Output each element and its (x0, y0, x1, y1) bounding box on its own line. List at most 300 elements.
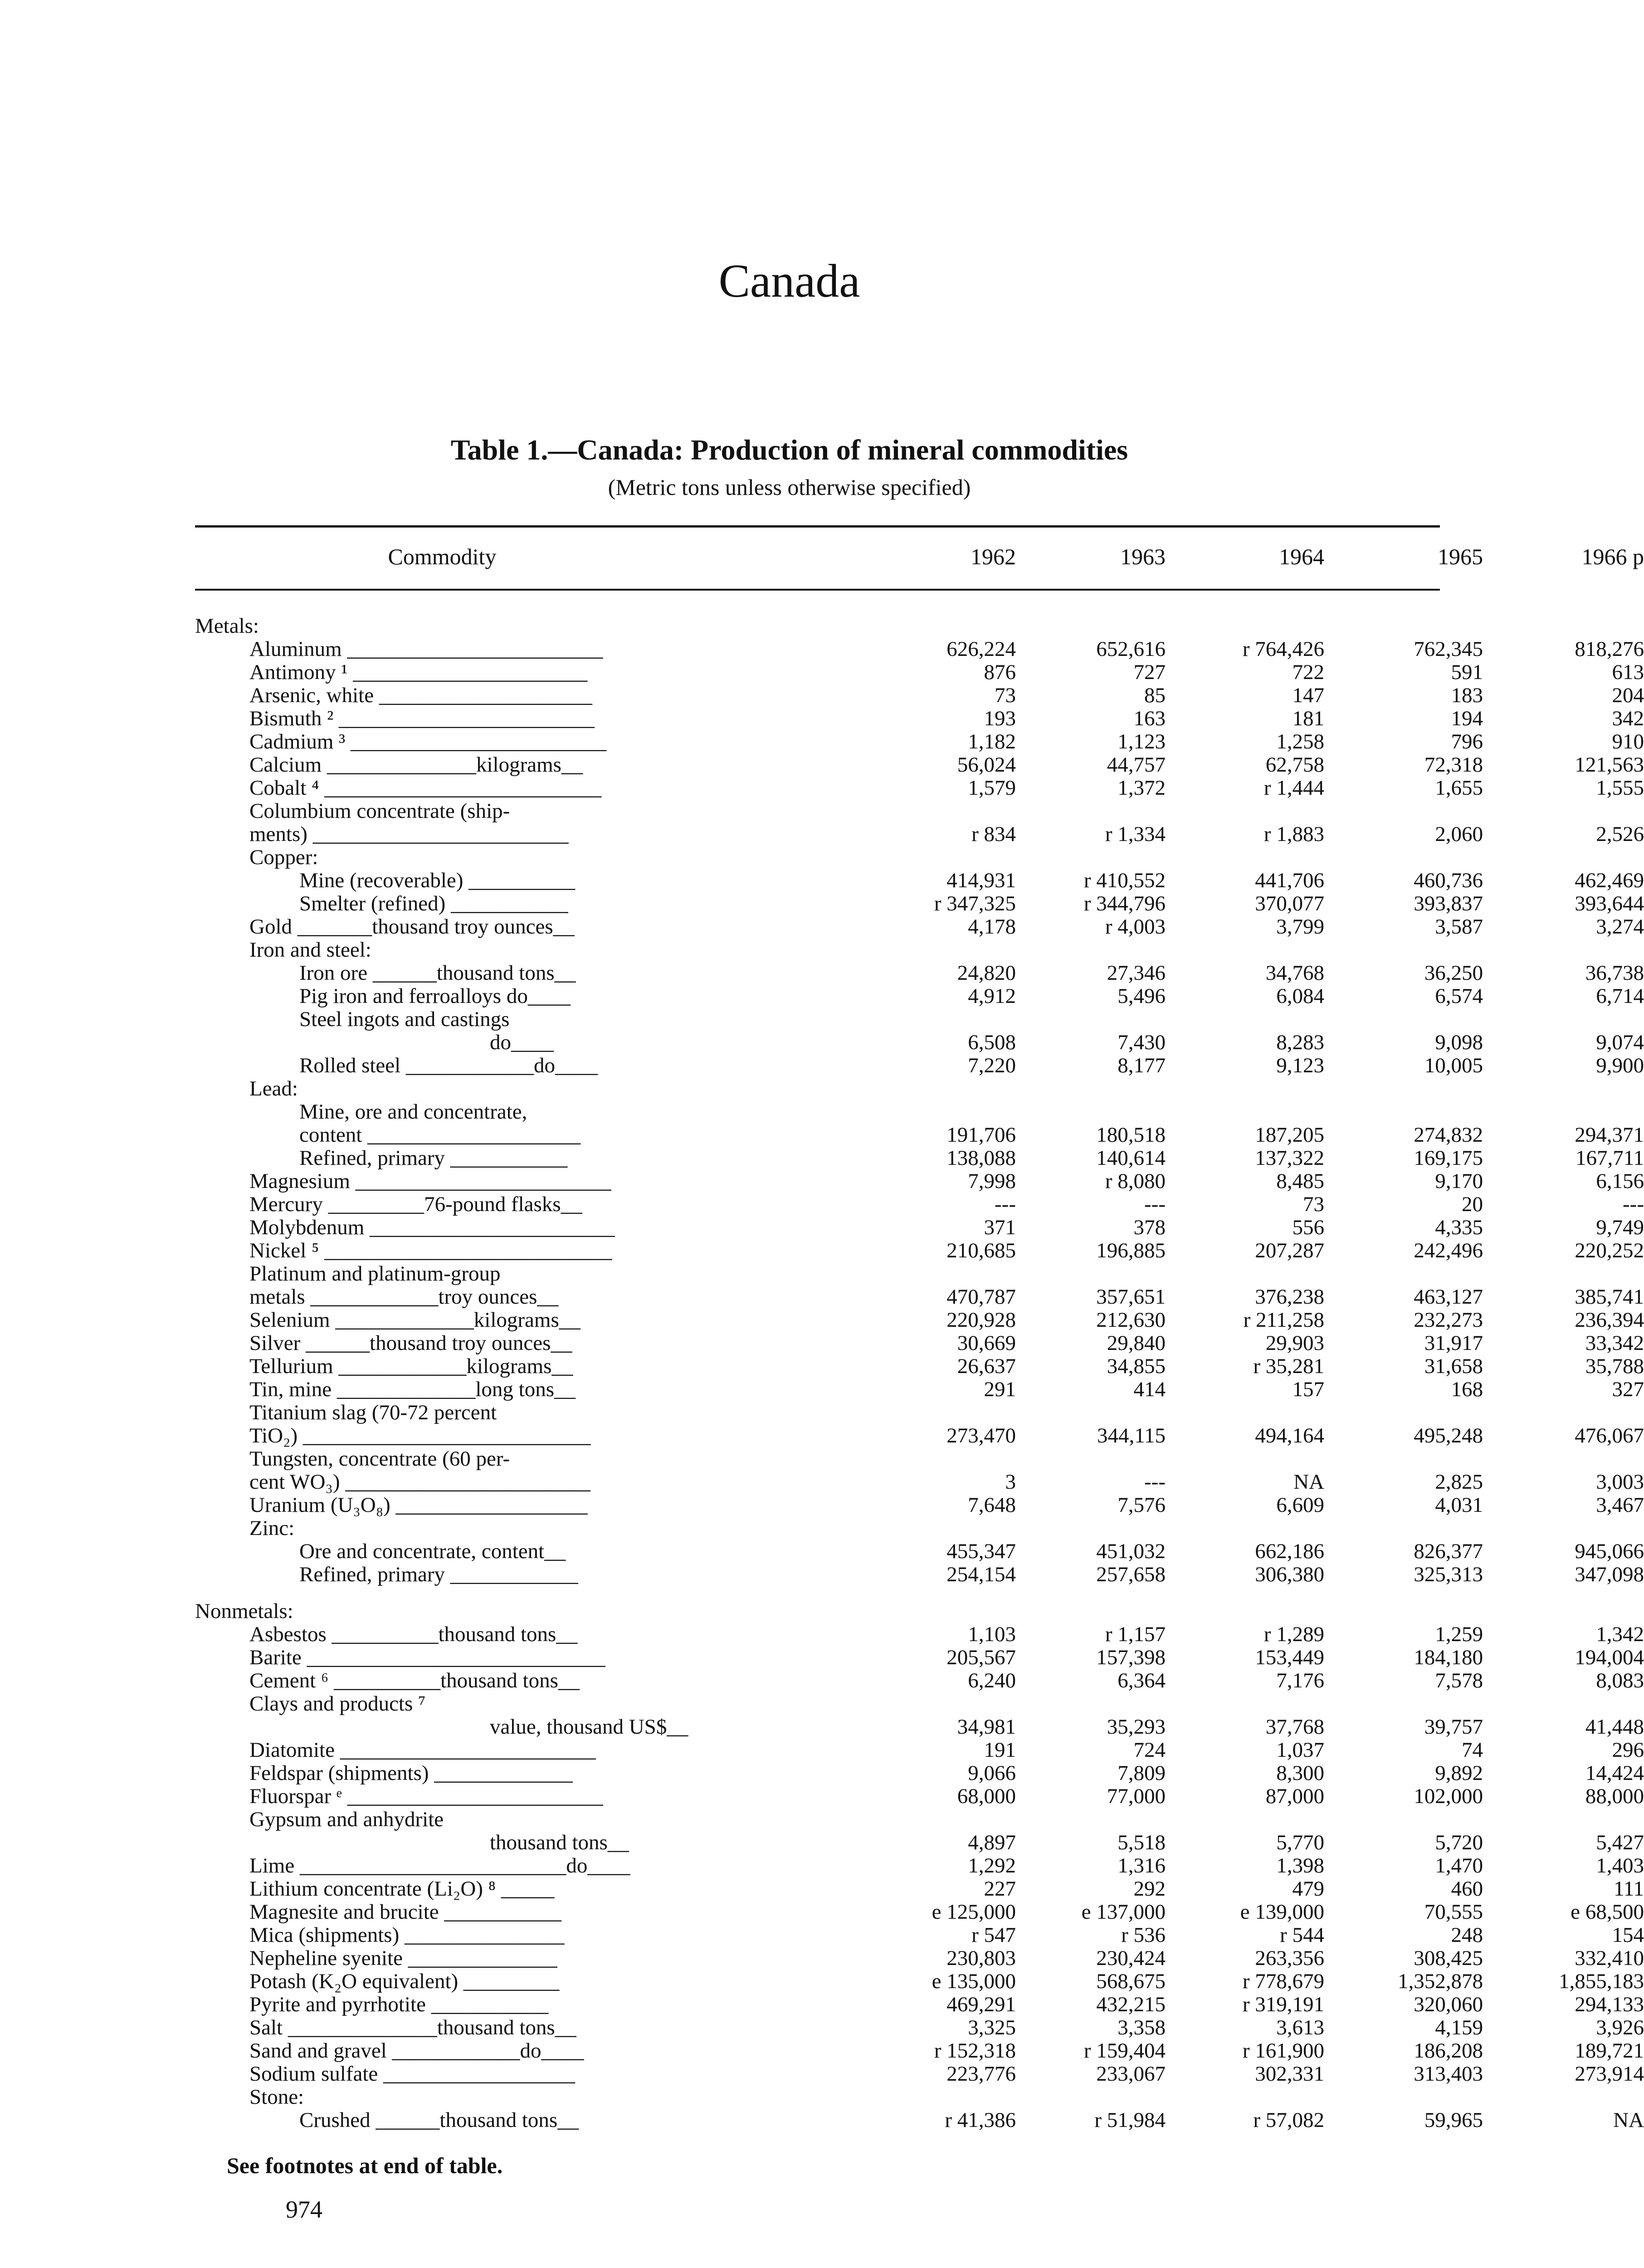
value-1962: 254,154 (946, 1563, 1016, 1586)
value-1963: r 8,080 (1105, 1169, 1166, 1193)
value-1965: 762,345 (1414, 637, 1483, 661)
commodity-label: Diatomite ________________________ (249, 1738, 596, 1762)
section-gap (195, 1586, 1440, 1600)
value-1964: 153,449 (1255, 1646, 1324, 1669)
value-1965: 169,175 (1414, 1146, 1483, 1170)
value-1963: 8,177 (1117, 1054, 1166, 1077)
value-1965: 591 (1451, 660, 1483, 684)
table-row (195, 1470, 1644, 1494)
value-1964: 207,287 (1255, 1239, 1324, 1262)
value-1964: 6,609 (1276, 1493, 1324, 1517)
commodity-label: Titanium slag (70-72 percent (249, 1401, 497, 1424)
value-1965: 70,555 (1424, 1900, 1483, 1924)
value-1963: --- (1144, 1193, 1166, 1216)
table-row (195, 1831, 1644, 1854)
value-1963: r 536 (1121, 1923, 1166, 1947)
value-1966: 3,926 (1596, 2016, 1644, 2039)
table-row (195, 1216, 1644, 1239)
table-row (195, 2039, 1644, 2063)
table-row (195, 1600, 1440, 1623)
value-1963: --- (1144, 1470, 1166, 1494)
table-row (195, 846, 1440, 869)
value-1964: 137,322 (1255, 1146, 1324, 1170)
value-1965: 320,060 (1414, 1993, 1483, 2016)
table-row (195, 1623, 1644, 1646)
value-1964: 8,300 (1276, 1761, 1324, 1785)
value-1963: 414 (1133, 1378, 1166, 1401)
value-1966: 9,074 (1596, 1031, 1644, 1054)
value-1962: 876 (984, 660, 1016, 684)
value-1966: 613 (1612, 660, 1644, 684)
commodity-label: Cobalt ⁴ __________________________ (249, 776, 602, 800)
value-1964: 62,758 (1265, 753, 1324, 777)
value-1966: 33,342 (1585, 1331, 1644, 1355)
commodity-label: Tungsten, concentrate (60 per- (249, 1447, 510, 1471)
value-1963: 5,518 (1117, 1831, 1166, 1854)
commodity-label: Crushed ______thousand tons__ (299, 2108, 579, 2132)
table-row (195, 869, 1644, 892)
value-1964: 37,768 (1265, 1715, 1324, 1739)
value-1964: 306,380 (1255, 1563, 1324, 1586)
value-1963: 344,115 (1097, 1424, 1166, 1447)
table-row (195, 1054, 1644, 1077)
table-row (195, 1447, 1440, 1471)
table-row (195, 1008, 1440, 1031)
table-body (195, 614, 1644, 2132)
value-1966: 1,403 (1596, 1854, 1644, 1877)
value-1962: r 834 (971, 822, 1016, 846)
value-1964: 181 (1292, 707, 1324, 730)
table-row (195, 915, 1644, 938)
value-1966: 8,083 (1596, 1669, 1644, 1692)
value-1962: 3,325 (968, 2016, 1016, 2039)
value-1963: 34,855 (1107, 1354, 1166, 1378)
value-1966: 1,555 (1596, 776, 1644, 800)
value-1963: 3,358 (1117, 2016, 1166, 2039)
value-1966: 6,714 (1596, 984, 1644, 1008)
value-1966: 910 (1612, 730, 1644, 753)
value-1964: 3,799 (1276, 915, 1324, 938)
header-1963: 1963 (1120, 544, 1166, 569)
table-row (195, 1900, 1644, 1924)
table-row (195, 961, 1644, 985)
commodity-label: cent WO₃) _______________________ (249, 1470, 590, 1494)
value-1966: 6,156 (1596, 1169, 1644, 1193)
value-1963: r 1,157 (1105, 1623, 1166, 1646)
table-row (195, 1993, 1644, 2016)
value-1966: 111 (1613, 1877, 1644, 1901)
value-1966: 3,467 (1596, 1493, 1644, 1517)
value-1966: 36,738 (1585, 961, 1644, 985)
value-1965: 4,335 (1435, 1216, 1483, 1239)
value-1966: 1,342 (1596, 1623, 1644, 1646)
value-1963: 1,123 (1117, 730, 1166, 753)
table-row (195, 1169, 1644, 1193)
value-1966: 3,274 (1596, 915, 1644, 938)
value-1966: 332,410 (1575, 1946, 1644, 1970)
value-1962: r 41,386 (945, 2108, 1016, 2132)
value-1962: 1,579 (968, 776, 1016, 800)
table-row (195, 984, 1644, 1008)
commodity-label: Mine (recoverable) __________ (299, 869, 576, 892)
commodity-label: Cement ⁶ __________thousand tons__ (249, 1669, 580, 1692)
value-1962: 273,470 (946, 1424, 1016, 1447)
value-1962: 191 (984, 1738, 1016, 1762)
value-1964: NA (1293, 1470, 1324, 1494)
commodity-label: Calcium ______________kilograms__ (249, 753, 583, 777)
value-1963: 451,032 (1096, 1540, 1166, 1563)
table-row (195, 1877, 1644, 1901)
value-1964: 302,331 (1255, 2062, 1324, 2086)
value-1964: 556 (1292, 1216, 1324, 1239)
value-1964: 1,398 (1276, 1854, 1324, 1877)
table-row (195, 892, 1644, 915)
table-row (195, 2108, 1644, 2132)
table-rule-bottom (195, 589, 1440, 591)
table-row (195, 1123, 1644, 1147)
value-1963: 7,809 (1117, 1761, 1166, 1785)
value-1965: 168 (1451, 1378, 1483, 1401)
commodity-label: Salt ______________thousand tons__ (249, 2016, 576, 2039)
value-1963: 35,293 (1107, 1715, 1166, 1739)
value-1962: 4,912 (968, 984, 1016, 1008)
value-1963: 378 (1133, 1216, 1166, 1239)
commodity-label: Magnesite and brucite ___________ (249, 1900, 561, 1924)
value-1964: 34,768 (1265, 961, 1324, 985)
value-1963: 727 (1133, 660, 1166, 684)
value-1964: 87,000 (1265, 1784, 1324, 1808)
table-row (195, 1424, 1644, 1447)
value-1964: 6,084 (1276, 984, 1324, 1008)
value-1963: 157,398 (1096, 1646, 1166, 1669)
value-1966: 385,741 (1575, 1285, 1644, 1309)
value-1964: 479 (1292, 1877, 1324, 1901)
value-1964: 147 (1292, 684, 1324, 707)
value-1963: 432,215 (1096, 1993, 1166, 2016)
value-1962: 371 (984, 1216, 1016, 1239)
table-row (195, 1308, 1644, 1332)
value-1965: 36,250 (1424, 961, 1483, 985)
value-1965: 4,031 (1435, 1493, 1483, 1517)
table-row (195, 1239, 1644, 1262)
commodity-label: Rolled steel ____________do____ (299, 1054, 598, 1077)
value-1965: 31,658 (1424, 1354, 1483, 1378)
value-1962: 1,292 (968, 1854, 1016, 1877)
value-1962: 210,685 (946, 1239, 1016, 1262)
value-1965: 74 (1462, 1738, 1483, 1762)
value-1964: 494,164 (1255, 1424, 1324, 1447)
commodity-label: Tin, mine _____________long tons__ (249, 1378, 576, 1401)
value-1964: r 211,258 (1243, 1308, 1324, 1332)
table-row (195, 1808, 1440, 1831)
value-1965: 495,248 (1414, 1424, 1483, 1447)
value-1962: 291 (984, 1378, 1016, 1401)
value-1962: 34,981 (957, 1715, 1016, 1739)
table-row (195, 1285, 1644, 1309)
value-1964: r 35,281 (1253, 1354, 1324, 1378)
value-1965: 2,060 (1435, 822, 1483, 846)
value-1963: e 137,000 (1081, 1900, 1166, 1924)
value-1964: 662,186 (1255, 1540, 1324, 1563)
value-1966: 5,427 (1596, 1831, 1644, 1854)
value-1966: 41,448 (1585, 1715, 1644, 1739)
value-1965: 325,313 (1414, 1563, 1483, 1586)
commodity-label: Pig iron and ferroalloys do____ (299, 984, 571, 1008)
value-1966: 14,424 (1585, 1761, 1644, 1785)
value-1964: r 319,191 (1242, 1993, 1324, 2016)
value-1962: 455,347 (946, 1540, 1016, 1563)
table-row (195, 730, 1644, 753)
commodity-label: Zinc: (249, 1516, 295, 1540)
value-1965: 9,170 (1435, 1169, 1483, 1193)
value-1963: r 4,003 (1105, 915, 1166, 938)
value-1965: 186,208 (1414, 2039, 1483, 2063)
value-1966: 121,563 (1575, 753, 1644, 777)
value-1962: 4,897 (968, 1831, 1016, 1854)
commodity-label: Molybdenum _______________________ (249, 1216, 615, 1239)
value-1964: 9,123 (1276, 1054, 1324, 1077)
table-row (195, 938, 1440, 962)
value-1963: 212,630 (1096, 1308, 1166, 1332)
value-1965: 274,832 (1414, 1123, 1483, 1147)
commodity-label: Metals: (195, 614, 259, 638)
table-row (195, 615, 1440, 638)
commodity-label: Cadmium ³ ________________________ (249, 730, 606, 753)
value-1965: 313,403 (1414, 2062, 1483, 2086)
value-1963: 357,651 (1096, 1285, 1166, 1309)
value-1964: r 778,679 (1242, 1970, 1324, 1993)
table-title: Table 1.—Canada: Production of mineral commodities (450, 434, 1128, 466)
value-1962: 7,648 (968, 1493, 1016, 1517)
commodity-label: Mercury _________76-pound flasks__ (249, 1193, 582, 1216)
value-1964: r 764,426 (1242, 637, 1324, 661)
value-1962: 223,776 (946, 2062, 1016, 2086)
value-1963: 163 (1133, 707, 1166, 730)
value-1964: 376,238 (1255, 1285, 1324, 1309)
table-row (195, 822, 1644, 846)
commodity-label: Fluorspar ᵉ ________________________ (249, 1784, 603, 1808)
value-1965: 7,578 (1435, 1669, 1483, 1692)
value-1966: 476,067 (1575, 1424, 1644, 1447)
footnote-reference: See footnotes at end of table. (227, 2153, 503, 2178)
value-1964: r 1,289 (1263, 1623, 1324, 1646)
value-1963: 44,757 (1107, 753, 1166, 777)
value-1966: 342 (1612, 707, 1644, 730)
value-1964: 8,485 (1276, 1169, 1324, 1193)
table-row (195, 1563, 1644, 1586)
value-1966: 296 (1612, 1738, 1644, 1762)
commodity-label: Pyrite and pyrrhotite ___________ (249, 1993, 549, 2016)
table-row (195, 1401, 1440, 1424)
table-row (195, 2062, 1644, 2086)
value-1962: 205,567 (946, 1646, 1016, 1669)
table-row (195, 1146, 1644, 1170)
value-1966: 35,788 (1585, 1354, 1644, 1378)
commodity-label: Bismuth ² ________________________ (249, 707, 595, 730)
value-1964: 29,903 (1265, 1331, 1324, 1355)
value-1965: 460 (1451, 1877, 1483, 1901)
commodity-label: Gypsum and anhydrite (249, 1808, 444, 1831)
table-row (195, 1646, 1644, 1669)
value-1963: 180,518 (1096, 1123, 1166, 1147)
value-1962: 1,182 (968, 730, 1016, 753)
table-row (195, 1738, 1644, 1762)
table-row (195, 1331, 1644, 1355)
table-row (195, 1077, 1440, 1100)
value-1966: 273,914 (1575, 2062, 1644, 2086)
commodity-label: Tellurium ____________kilograms__ (249, 1354, 573, 1378)
table-row (195, 1031, 1644, 1054)
commodity-label: Nepheline syenite ______________ (249, 1946, 557, 1970)
value-1963: 7,430 (1117, 1031, 1166, 1054)
table-row (195, 1784, 1644, 1808)
value-1965: 826,377 (1414, 1540, 1483, 1563)
table-row (195, 660, 1644, 684)
value-1963: 652,616 (1096, 637, 1166, 661)
value-1963: 724 (1133, 1738, 1166, 1762)
value-1966: 818,276 (1575, 637, 1644, 661)
value-1962: 193 (984, 707, 1016, 730)
value-1965: 20 (1462, 1193, 1483, 1216)
value-1963: r 159,404 (1083, 2039, 1166, 2063)
table-row (195, 1100, 1440, 1124)
value-1965: 242,496 (1414, 1239, 1483, 1262)
value-1966: e 68,500 (1571, 1900, 1644, 1924)
value-1965: 796 (1451, 730, 1483, 753)
value-1966: NA (1613, 2108, 1644, 2132)
commodity-label: thousand tons__ (490, 1831, 629, 1854)
value-1965: 59,965 (1424, 2108, 1483, 2132)
commodity-label: Antimony ¹ ______________________ (249, 660, 588, 684)
value-1966: 347,098 (1575, 1563, 1644, 1586)
value-1964: 157 (1292, 1378, 1324, 1401)
header-1964: 1964 (1279, 544, 1324, 569)
value-1965: 1,259 (1435, 1623, 1483, 1646)
value-1966: 2,526 (1596, 822, 1644, 846)
value-1964: e 139,000 (1240, 1900, 1324, 1924)
table-row (195, 1262, 1440, 1286)
value-1966: 327 (1612, 1378, 1644, 1401)
value-1964: 441,706 (1255, 869, 1324, 892)
value-1966: 9,900 (1596, 1054, 1644, 1077)
commodity-label: Sodium sulfate __________________ (249, 2062, 576, 2086)
value-1965: 1,655 (1435, 776, 1483, 800)
table-rule-top (195, 525, 1440, 528)
header-commodity: Commodity (388, 544, 497, 569)
value-1965: 3,587 (1435, 915, 1483, 938)
table-row (195, 1692, 1440, 1716)
value-1965: 2,825 (1435, 1470, 1483, 1494)
page-number: 974 (286, 2196, 322, 2223)
value-1964: r 161,900 (1242, 2039, 1324, 2063)
value-1966: 204 (1612, 684, 1644, 707)
commodity-label: Barite ____________________________ (249, 1646, 605, 1669)
value-1962: 138,088 (946, 1146, 1016, 1170)
table-row (195, 1946, 1644, 1970)
value-1962: e 125,000 (932, 1900, 1016, 1924)
value-1962: 191,706 (946, 1123, 1016, 1147)
header-1965: 1965 (1438, 544, 1483, 569)
value-1962: 4,178 (968, 915, 1016, 938)
value-1963: 77,000 (1107, 1784, 1166, 1808)
commodity-label: Mica (shipments) _______________ (249, 1923, 565, 1947)
value-1963: 5,496 (1117, 984, 1166, 1008)
value-1965: 39,757 (1424, 1715, 1483, 1739)
value-1962: r 347,325 (934, 892, 1016, 915)
value-1965: 393,837 (1414, 892, 1483, 915)
value-1964: 3,613 (1276, 2016, 1324, 2039)
value-1964: 370,077 (1255, 892, 1324, 915)
value-1962: 470,787 (946, 1285, 1016, 1309)
value-1963: 196,885 (1096, 1239, 1166, 1262)
value-1963: 85 (1144, 684, 1166, 707)
table-row (195, 1540, 1644, 1563)
commodity-label: Magnesium ________________________ (249, 1169, 611, 1193)
value-1962: 6,508 (968, 1031, 1016, 1054)
value-1966: --- (1623, 1193, 1644, 1216)
value-1962: r 152,318 (934, 2039, 1016, 2063)
value-1963: 257,658 (1096, 1563, 1166, 1586)
table-row (195, 1193, 1644, 1216)
commodity-label: Steel ingots and castings (299, 1007, 510, 1031)
page-heading: Canada (718, 255, 860, 307)
value-1963: 233,067 (1096, 2062, 1166, 2086)
commodity-label: Nickel ⁵ ___________________________ (249, 1239, 612, 1262)
value-1962: 56,024 (957, 753, 1016, 777)
value-1965: 31,917 (1424, 1331, 1483, 1355)
table-row (195, 2016, 1644, 2039)
value-1962: r 547 (971, 1923, 1016, 1947)
table-row (195, 637, 1644, 661)
value-1966: 294,133 (1575, 1993, 1644, 2016)
value-1965: 6,574 (1435, 984, 1483, 1008)
commodity-label: Aluminum ________________________ (249, 637, 603, 661)
table-row (195, 776, 1644, 800)
header-1962: 1962 (971, 544, 1016, 569)
value-1964: r 1,883 (1263, 822, 1324, 846)
value-1962: 626,224 (946, 637, 1016, 661)
table-row (195, 753, 1644, 777)
value-1964: 1,037 (1276, 1738, 1324, 1762)
value-1965: 5,720 (1435, 1831, 1483, 1854)
value-1962: 414,931 (946, 869, 1016, 892)
value-1962: 30,669 (957, 1331, 1016, 1355)
header-1966: 1966 p (1581, 544, 1644, 569)
value-1966: 945,066 (1575, 1540, 1644, 1563)
commodity-label: Lithium concentrate (Li₂O) ⁸ _____ (249, 1877, 555, 1901)
value-1966: 154 (1612, 1923, 1644, 1947)
value-1966: 3,003 (1596, 1470, 1644, 1494)
value-1966: 236,394 (1575, 1308, 1644, 1332)
value-1966: 220,252 (1575, 1239, 1644, 1262)
commodity-label: TiO₂) ___________________________ (249, 1424, 591, 1447)
commodity-label: Refined, primary ____________ (299, 1563, 578, 1586)
table-row (195, 2086, 1440, 2109)
value-1962: 227 (984, 1877, 1016, 1901)
table-header (195, 543, 1644, 575)
value-1966: 393,644 (1575, 892, 1644, 915)
table-row (195, 684, 1644, 707)
value-1963: r 344,796 (1083, 892, 1166, 915)
commodity-label: Columbium concentrate (ship- (249, 799, 510, 823)
value-1966: 194,004 (1575, 1646, 1644, 1669)
table-row (195, 1715, 1644, 1739)
value-1964: r 1,444 (1263, 776, 1324, 800)
value-1964: r 57,082 (1253, 2108, 1324, 2132)
value-1964: 5,770 (1276, 1831, 1324, 1854)
value-1962: 220,928 (946, 1308, 1016, 1332)
value-1965: 102,000 (1414, 1784, 1483, 1808)
